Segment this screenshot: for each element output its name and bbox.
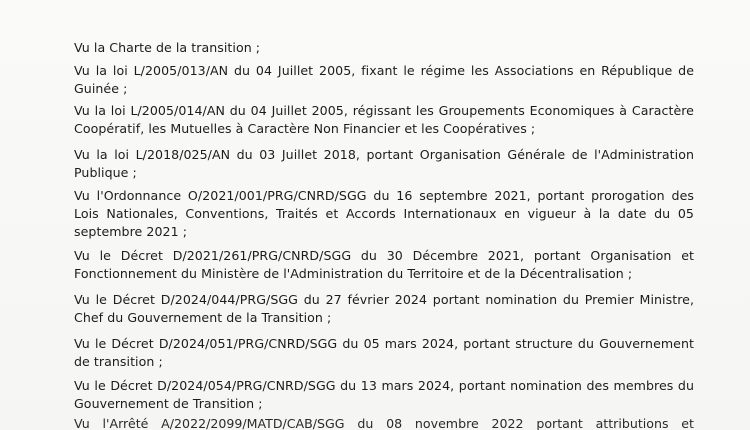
paragraph-decret-2024-054: Vu le Décret D/2024/054/PRG/CNRD/SGG du 13 mars 2024, portant nomination des membres du Gouvernement de Transition ; — [74, 378, 694, 411]
paragraph-decret-2021-261: Vu le Décret D/2021/261/PRG/CNRD/SGG du 30 Décembre 2021, portant Organisation et Fonctionnement du Ministère de l'Administration du Territoire et de la Décentralisation ; — [74, 248, 694, 281]
paragraph-charte: Vu la Charte de la transition ; — [74, 40, 261, 55]
paragraph-decret-2024-051: Vu le Décret D/2024/051/PRG/CNRD/SGG du 05 mars 2024, portant structure du Gouvernement de transition ; — [74, 336, 694, 369]
paragraph-decret-2024-044: Vu le Décret D/2024/044/PRG/SGG du 27 février 2024 portant nomination du Premier Ministre, Chef du Gouvernement de la Transition ; — [74, 292, 694, 325]
paragraph-loi-2018-025: Vu la loi L/2018/025/AN du 03 Juillet 2018, portant Organisation Générale de l'Administration Publique ; — [74, 147, 694, 180]
paragraph-arrete-cutoff: Vu l'Arrêté A/2022/2099/MATD/CAB/SGG du 08 novembre 2022 portant attributions et — [74, 417, 694, 430]
paragraph-ordonnance-2021-001: Vu l'Ordonnance O/2021/001/PRG/CNRD/SGG du 16 septembre 2021, portant prorogation des Lois Nationales, Conventions, Traités et Accords Internationaux en vigueur à la date du 05 septembre 2021 ; — [74, 188, 694, 239]
cutoff-line-container — [74, 417, 694, 430]
paragraph-loi-2005-013: Vu la loi L/2005/013/AN du 04 Juillet 2005, fixant le régime les Associations en République de Guinée ; — [74, 63, 694, 96]
paragraph-loi-2005-014: Vu la loi L/2005/014/AN du 04 Juillet 2005, régissant les Groupements Economiques à Caractère Coopératif, les Mutuelles à Caractère Non Financier et les Coopératives ; — [74, 103, 694, 136]
